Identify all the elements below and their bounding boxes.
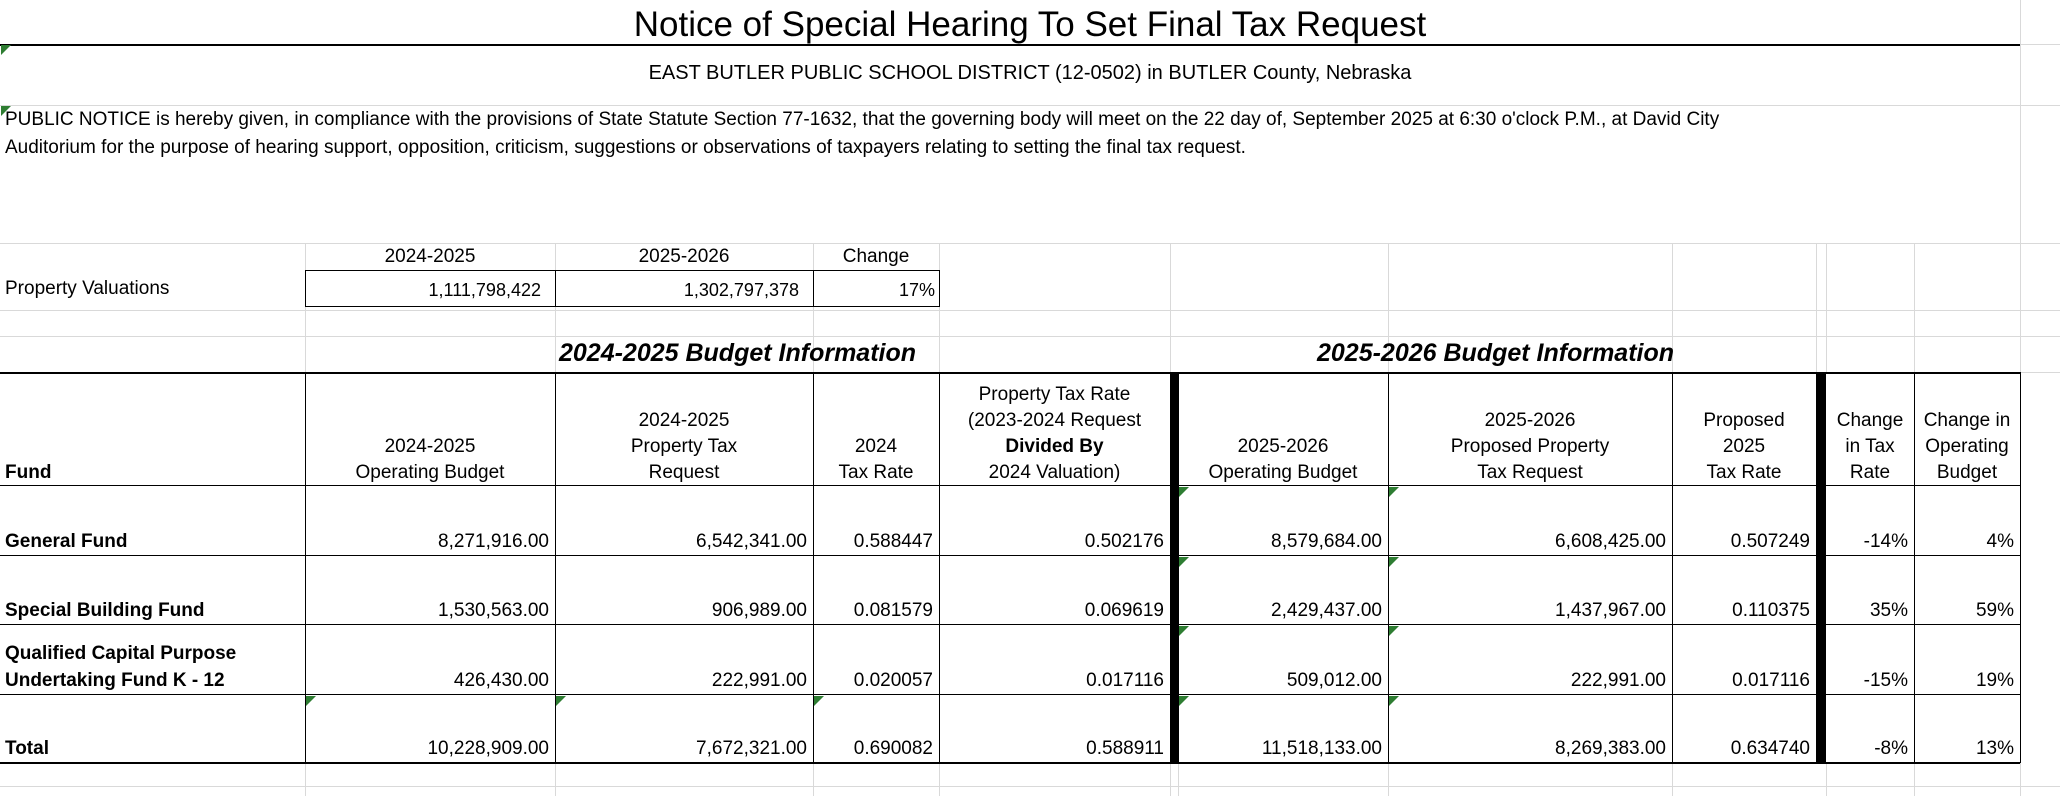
table-border bbox=[0, 555, 2020, 556]
cell-prior-tax-request: 906,989.00 bbox=[711, 600, 807, 621]
cell-current-operating-budget: 11,518,133.00 bbox=[1261, 738, 1382, 759]
cell-note-marker bbox=[556, 696, 566, 706]
cell-current-operating-budget: 509,012.00 bbox=[1286, 670, 1382, 691]
valuation-header-current: 2025-2026 bbox=[638, 246, 730, 267]
notice-line-2: Auditorium for the purpose of hearing support, opposition, criticism, suggestions or observations of taxpayers relating to setting the final tax request. bbox=[5, 137, 1246, 158]
header-fund: Fund bbox=[5, 462, 52, 483]
table-border bbox=[0, 372, 2020, 374]
header-prior-tax-rate: 2024 Tax Rate bbox=[838, 436, 914, 483]
fund-name: Undertaking Fund K - 12 bbox=[5, 670, 225, 691]
cell-current-operating-budget: 2,429,437.00 bbox=[1271, 600, 1382, 621]
cell-note-marker bbox=[814, 696, 824, 706]
gridline-v bbox=[1170, 243, 1171, 373]
section-current-budget: 2025-2026 Budget Information bbox=[1316, 339, 1675, 367]
gridline-v bbox=[1826, 243, 1827, 373]
cell-change-operating-budget: 19% bbox=[1975, 670, 2014, 691]
cell-valuation-tax-rate: 0.502176 bbox=[1084, 531, 1164, 552]
gridline-h bbox=[0, 336, 2060, 337]
thick-separator bbox=[1170, 372, 1178, 764]
cell-change-tax-rate: -14% bbox=[1863, 531, 1908, 552]
table-border bbox=[0, 762, 2020, 764]
cell-current-tax-request: 222,991.00 bbox=[1570, 670, 1666, 691]
cell-change-operating-budget: 13% bbox=[1975, 738, 2014, 759]
section-prior-budget: 2024-2025 Budget Information bbox=[558, 339, 917, 367]
valuation-border bbox=[305, 270, 939, 271]
gridline-v bbox=[1170, 762, 1171, 796]
valuation-header-change: Change bbox=[842, 246, 910, 267]
cell-valuation-tax-rate: 0.017116 bbox=[1086, 670, 1164, 691]
gridline-v bbox=[2020, 762, 2021, 796]
valuation-change: 17% bbox=[898, 280, 935, 300]
gridline-v bbox=[813, 762, 814, 796]
cell-prior-operating-budget: 1,530,563.00 bbox=[438, 600, 549, 621]
district-subtitle: EAST BUTLER PUBLIC SCHOOL DISTRICT (12-0502) in BUTLER County, Nebraska bbox=[648, 62, 1412, 84]
gridline-v bbox=[555, 762, 556, 796]
cell-prior-tax-rate: 0.020057 bbox=[853, 670, 933, 691]
cell-current-operating-budget: 8,579,684.00 bbox=[1271, 531, 1382, 552]
valuation-border bbox=[305, 306, 939, 307]
gridline-v bbox=[1178, 762, 1179, 796]
gridline-h bbox=[0, 310, 2060, 311]
valuation-current: 1,302,797,378 bbox=[683, 280, 799, 300]
cell-prior-tax-rate: 0.588447 bbox=[853, 531, 933, 552]
notice-line-1: PUBLIC NOTICE is hereby given, in compliance with the provisions of State Statute Section 77-1632, that the governing body will meet on the 22 day of, September 2025 at 6:30 o'clock P.M., at David City bbox=[5, 109, 1720, 130]
cell-note-marker bbox=[1, 45, 11, 55]
header-prior-tax-request: 2024-2025 Property Tax Request bbox=[630, 410, 738, 483]
cell-note-marker bbox=[1389, 557, 1399, 567]
gridline-v bbox=[1672, 762, 1673, 796]
table-border bbox=[2020, 372, 2021, 763]
cell-current-tax-request: 6,608,425.00 bbox=[1555, 531, 1666, 552]
cell-prior-tax-request: 222,991.00 bbox=[711, 670, 807, 691]
cell-proposed-tax-rate: 0.507249 bbox=[1730, 531, 1810, 552]
cell-change-operating-budget: 59% bbox=[1975, 600, 2014, 621]
page-title: Notice of Special Hearing To Set Final Tax Request bbox=[633, 5, 1427, 44]
cell-prior-operating-budget: 10,228,909.00 bbox=[427, 738, 549, 759]
cell-prior-tax-request: 6,542,341.00 bbox=[696, 531, 807, 552]
cell-change-tax-rate: -15% bbox=[1863, 670, 1908, 691]
gridline-v bbox=[1914, 762, 1915, 796]
cell-note-marker bbox=[1389, 696, 1399, 706]
cell-valuation-tax-rate: 0.588911 bbox=[1086, 738, 1164, 759]
cell-current-tax-request: 1,437,967.00 bbox=[1555, 600, 1666, 621]
cell-note-marker bbox=[1179, 487, 1189, 497]
cell-note-marker bbox=[306, 696, 316, 706]
gridline-h bbox=[0, 786, 2060, 787]
gridline-v bbox=[1914, 243, 1915, 373]
header-change-tax-rate: Change in Tax Rate bbox=[1836, 410, 1904, 483]
valuation-prior: 1,111,798,422 bbox=[428, 280, 541, 300]
cell-prior-tax-request: 7,672,321.00 bbox=[696, 738, 807, 759]
cell-prior-operating-budget: 426,430.00 bbox=[453, 670, 549, 691]
header-change-operating-budget: Change in Operating Budget bbox=[1923, 410, 2011, 483]
cell-prior-operating-budget: 8,271,916.00 bbox=[438, 531, 549, 552]
gridline-v bbox=[1816, 243, 1817, 373]
cell-valuation-tax-rate: 0.069619 bbox=[1084, 600, 1164, 621]
cell-change-tax-rate: -8% bbox=[1874, 738, 1908, 759]
cell-note-marker bbox=[1389, 626, 1399, 636]
fund-name: Qualified Capital Purpose bbox=[5, 643, 237, 664]
gridline-h bbox=[0, 243, 2060, 244]
header-proposed-tax-rate: Proposed 2025 Tax Rate bbox=[1703, 410, 1785, 483]
table-border bbox=[0, 694, 2020, 695]
valuation-label: Property Valuations bbox=[5, 278, 170, 299]
gridline-v bbox=[1388, 762, 1389, 796]
gridline-v bbox=[305, 762, 306, 796]
cell-proposed-tax-rate: 0.017116 bbox=[1732, 670, 1810, 691]
fund-name: General Fund bbox=[5, 531, 128, 552]
header-current-operating-budget: 2025-2026 Operating Budget bbox=[1208, 436, 1358, 483]
header-valuation-tax-rate: Property Tax Rate (2023-2024 Request Divided By 2024 Valuation) bbox=[967, 384, 1142, 483]
gridline-v bbox=[939, 762, 940, 796]
cell-prior-tax-rate: 0.690082 bbox=[853, 738, 933, 759]
header-prior-operating-budget: 2024-2025 Operating Budget bbox=[355, 436, 505, 483]
gridline-h bbox=[0, 105, 2060, 106]
cell-note-marker bbox=[1179, 557, 1189, 567]
cell-prior-tax-rate: 0.081579 bbox=[853, 600, 933, 621]
cell-current-tax-request: 8,269,383.00 bbox=[1555, 738, 1666, 759]
cell-change-tax-rate: 35% bbox=[1869, 600, 1908, 621]
valuation-border bbox=[939, 270, 940, 307]
cell-note-marker bbox=[1179, 696, 1189, 706]
header-current-tax-request: 2025-2026 Proposed Property Tax Request bbox=[1450, 410, 1610, 483]
cell-note-marker bbox=[1389, 487, 1399, 497]
fund-name: Total bbox=[5, 738, 49, 759]
cell-note-marker bbox=[1179, 626, 1189, 636]
fund-name: Special Building Fund bbox=[5, 600, 205, 621]
cell-proposed-tax-rate: 0.110375 bbox=[1732, 600, 1810, 621]
cell-change-operating-budget: 4% bbox=[1986, 531, 2014, 552]
thick-separator bbox=[1816, 372, 1826, 764]
cell-proposed-tax-rate: 0.634740 bbox=[1730, 738, 1810, 759]
table-border bbox=[0, 624, 2020, 625]
valuation-header-prior: 2024-2025 bbox=[384, 246, 476, 267]
gridline-v bbox=[1826, 762, 1827, 796]
